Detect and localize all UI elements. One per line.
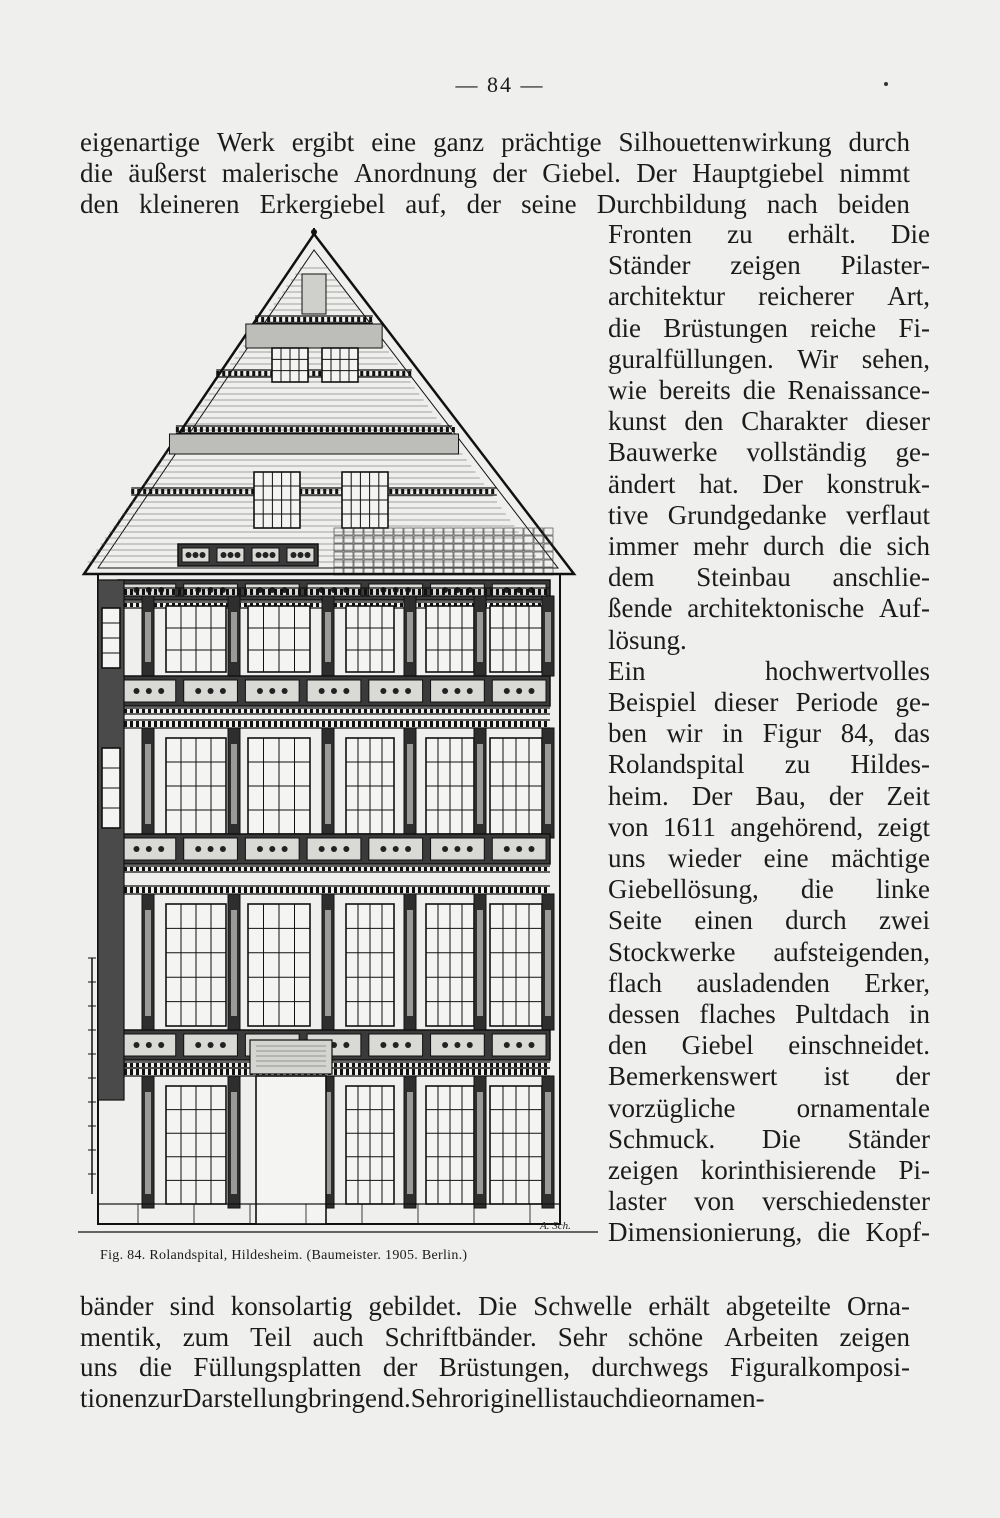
text-line: Seite einen durch zwei [608, 905, 930, 936]
figure-caption: Fig. 84. Rolandspital, Hildesheim. (Baumeister. 1905. Berlin.) [100, 1248, 468, 1263]
figure-rolandspital [78, 228, 598, 1250]
text-line: kunst den Charakter dieser [608, 406, 930, 437]
text-line: lösung. [608, 624, 687, 655]
text-line: ßende architektonische Auf- [608, 593, 930, 624]
text-line: dem Steinbau anschlie- [608, 562, 930, 593]
text-line: uns die Füllungsplatten der Brüstungen, durchwegs Figuralkomposi- [80, 1352, 910, 1382]
text-line: ändert hat. Der konstruk- [608, 468, 930, 499]
page-number: — 84 — [455, 72, 545, 97]
text-line: tionen zur Darstellung bringend. Sehr originell ist auch die ornamen- [80, 1382, 765, 1413]
text-line: heim. Der Bau, der Zeit [608, 780, 930, 811]
text-line: die äußerst malerische Anordnung der Giebel. Der Hauptgiebel nimmt [80, 158, 910, 188]
text-line: Bemerkenswert ist der [608, 1061, 930, 1092]
ink-speck [884, 82, 888, 86]
text-line: eigenartige Werk ergibt eine ganz prächtige Silhouettenwirkung durch [80, 127, 910, 157]
text-line: dessen flaches Pultdach in [608, 999, 930, 1029]
text-line: immer mehr durch die sich [608, 531, 930, 561]
text-line: Dimensionierung, die Kopf- [608, 1217, 930, 1248]
text-line: tive Grundgedanke verflaut [608, 499, 930, 530]
facade-drawing [78, 228, 598, 1250]
text-line: Schmuck. Die Ständer [608, 1123, 930, 1154]
text-line: bänder sind konsolartig gebildet. Die Schwelle erhält abgeteilte Orna- [80, 1291, 910, 1321]
artist-signature: A. Sch. [540, 1220, 571, 1232]
text-line: den Giebel einschneidet. [608, 1030, 930, 1061]
text-line: den kleineren Erkergiebel auf, der seine Durchbildung nach beiden [80, 189, 910, 219]
text-line: Fronten zu erhält. Die [608, 219, 930, 249]
text-line: uns wieder eine mächtige [608, 843, 930, 873]
text-line: zeigen korinthisierende Pi- [608, 1155, 930, 1185]
text-line: Ständer zeigen Pilaster- [608, 250, 930, 281]
text-line: wie bereits die Renaissance- [608, 375, 930, 405]
text-line: Ein hochwertvolles [608, 655, 930, 686]
text-line: mentik, zum Teil auch Schriftbänder. Sehr schöne Arbeiten zeigen [80, 1321, 910, 1352]
text-line: ben wir in Figur 84, das [608, 718, 930, 749]
text-line: Beispiel dieser Periode ge- [608, 687, 930, 717]
text-line: Rolandspital zu Hildes- [608, 749, 930, 780]
text-line: guralfüllungen. Wir sehen, [608, 343, 930, 374]
text-line: vorzügliche ornamentale [608, 1092, 930, 1123]
text-line: von 1611 angehörend, zeigt [608, 811, 930, 842]
text-line: Bauwerke vollständig ge- [608, 437, 930, 468]
text-line: laster von verschiedenster [608, 1186, 930, 1217]
text-line: Giebellösung, die linke [608, 874, 930, 905]
text-line: Stockwerke aufsteigenden, [608, 936, 930, 967]
text-line: architektur reicherer Art, [608, 281, 930, 312]
text-line: die Brüstungen reiche Fi- [608, 312, 930, 343]
text-line: flach ausladenden Erker, [608, 967, 930, 998]
